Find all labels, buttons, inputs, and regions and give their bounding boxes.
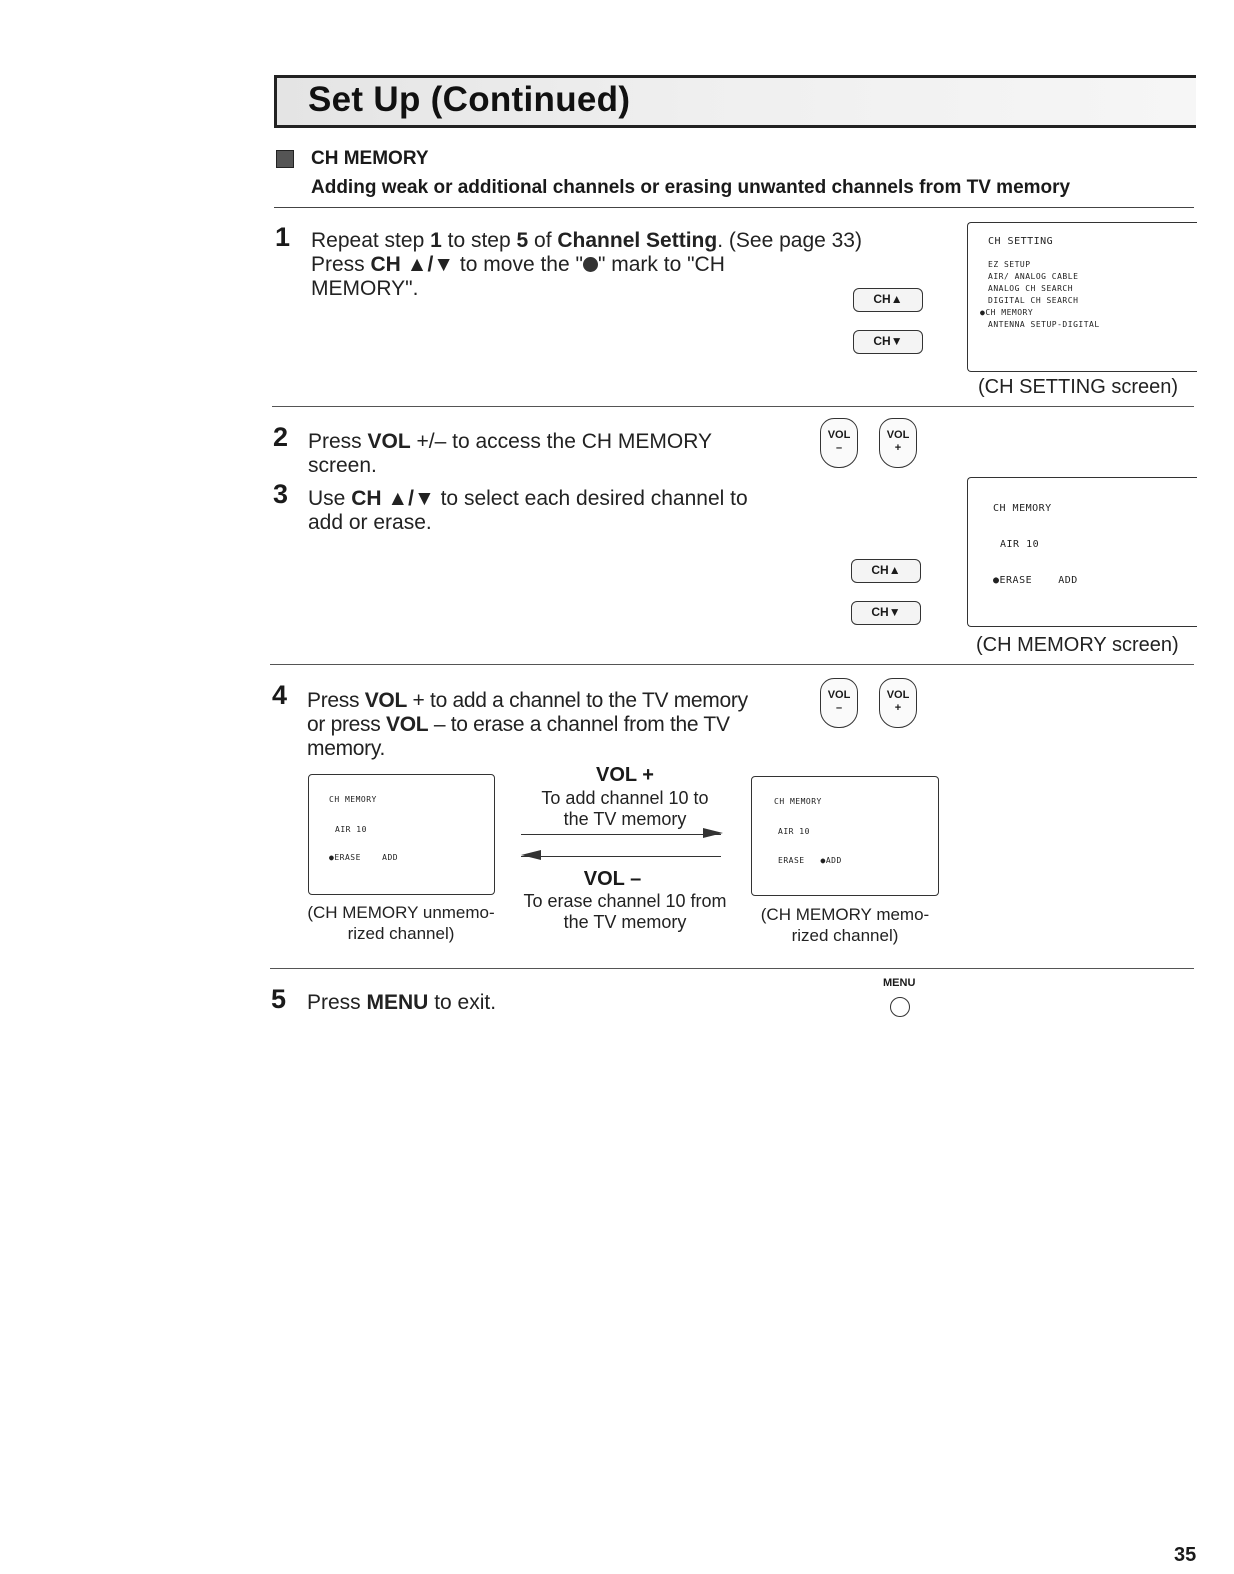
- osd-title: CH SETTING: [988, 236, 1054, 247]
- osd-options: ●ERASE ADD: [993, 575, 1078, 586]
- osd-options: ●ERASE ADD: [329, 853, 399, 862]
- section-title: CH MEMORY: [311, 148, 429, 169]
- add-description: To add channel 10 to the TV memory: [541, 788, 709, 829]
- menu-button[interactable]: [890, 997, 910, 1017]
- osd-options: ERASE ●ADD: [778, 856, 842, 865]
- vol-minus-label: VOL –: [583, 868, 642, 890]
- memorized-caption: (CH MEMORY memo- rized channel): [760, 905, 930, 945]
- unmemorized-screen: [308, 774, 495, 895]
- osd-channel: AIR 10: [778, 827, 810, 836]
- osd-title: CH MEMORY: [993, 503, 1052, 514]
- ch-up-button[interactable]: CH▲: [851, 559, 921, 583]
- osd-item: ANALOG CH SEARCH: [988, 284, 1074, 293]
- arrow-right-icon: [703, 828, 723, 838]
- ch-memory-caption: (CH MEMORY screen): [976, 634, 1179, 656]
- osd-item: AIR/ ANALOG CABLE: [988, 272, 1079, 281]
- erase-description: To erase channel 10 from the TV memory: [523, 891, 727, 932]
- ch-memory-screen: [967, 477, 1197, 627]
- ch-down-button[interactable]: CH▼: [851, 601, 921, 625]
- osd-item: EZ SETUP: [988, 260, 1031, 269]
- unmemorized-caption: (CH MEMORY unmemo- rized channel): [307, 903, 495, 943]
- step-1-number: 1: [275, 222, 291, 252]
- arrow-left-icon: [521, 850, 541, 860]
- step-3-text: Use CH ▲/▼ to select each desired channel to add or erase.: [308, 487, 748, 534]
- vol-plus-button[interactable]: VOL +: [879, 418, 917, 468]
- ch-setting-caption: (CH SETTING screen): [978, 376, 1179, 398]
- divider: [272, 406, 1194, 407]
- page-title: Set Up (Continued): [308, 80, 631, 119]
- divider: [270, 664, 1194, 665]
- section-subtitle: Adding weak or additional channels or erasing unwanted channels from TV memory: [311, 177, 1071, 198]
- step-1-text: Repeat step 1 to step 5 of Channel Setting. (See page 33) Press CH ▲/▼ to move the " " mark to "CH MEMORY".: [311, 229, 862, 300]
- right-arrow: [521, 834, 721, 835]
- left-arrow: [521, 856, 721, 857]
- osd-item: ●CH MEMORY: [980, 308, 1034, 317]
- step-4-number: 4: [272, 680, 288, 710]
- step-3-number: 3: [273, 479, 289, 509]
- vol-minus-button[interactable]: VOL –: [820, 418, 858, 468]
- divider: [274, 207, 1194, 208]
- ch-down-button[interactable]: CH▼: [853, 330, 923, 354]
- ch-setting-screen: [967, 222, 1197, 372]
- step-5-text: Press MENU to exit.: [307, 991, 497, 1014]
- step-5-number: 5: [271, 984, 287, 1014]
- square-bullet-icon: [276, 150, 294, 168]
- memorized-screen: [751, 776, 939, 896]
- ch-up-button[interactable]: CH▲: [853, 288, 923, 312]
- vol-plus-button[interactable]: VOL +: [879, 678, 917, 728]
- osd-title: CH MEMORY: [774, 797, 822, 806]
- osd-menu-list: [980, 259, 1100, 331]
- vol-plus-label: VOL +: [596, 764, 654, 786]
- osd-channel: AIR 10: [1000, 539, 1040, 550]
- osd-title: CH MEMORY: [329, 795, 377, 804]
- step-4-text: Press VOL + to add a channel to the TV memory or press VOL – to erase a channel from the TV memory.: [307, 689, 748, 760]
- osd-item: DIGITAL CH SEARCH: [988, 296, 1079, 305]
- step-2-number: 2: [273, 422, 289, 452]
- osd-item: ANTENNA SETUP-DIGITAL: [988, 320, 1100, 329]
- step-2-text: Press VOL +/– to access the CH MEMORY screen.: [308, 430, 712, 477]
- menu-button-label: MENU: [883, 977, 916, 989]
- osd-channel: AIR 10: [335, 825, 367, 834]
- divider: [270, 968, 1194, 969]
- vol-minus-button[interactable]: VOL –: [820, 678, 858, 728]
- page-number: 35: [1174, 1544, 1197, 1566]
- cursor-mark-icon: [583, 257, 598, 272]
